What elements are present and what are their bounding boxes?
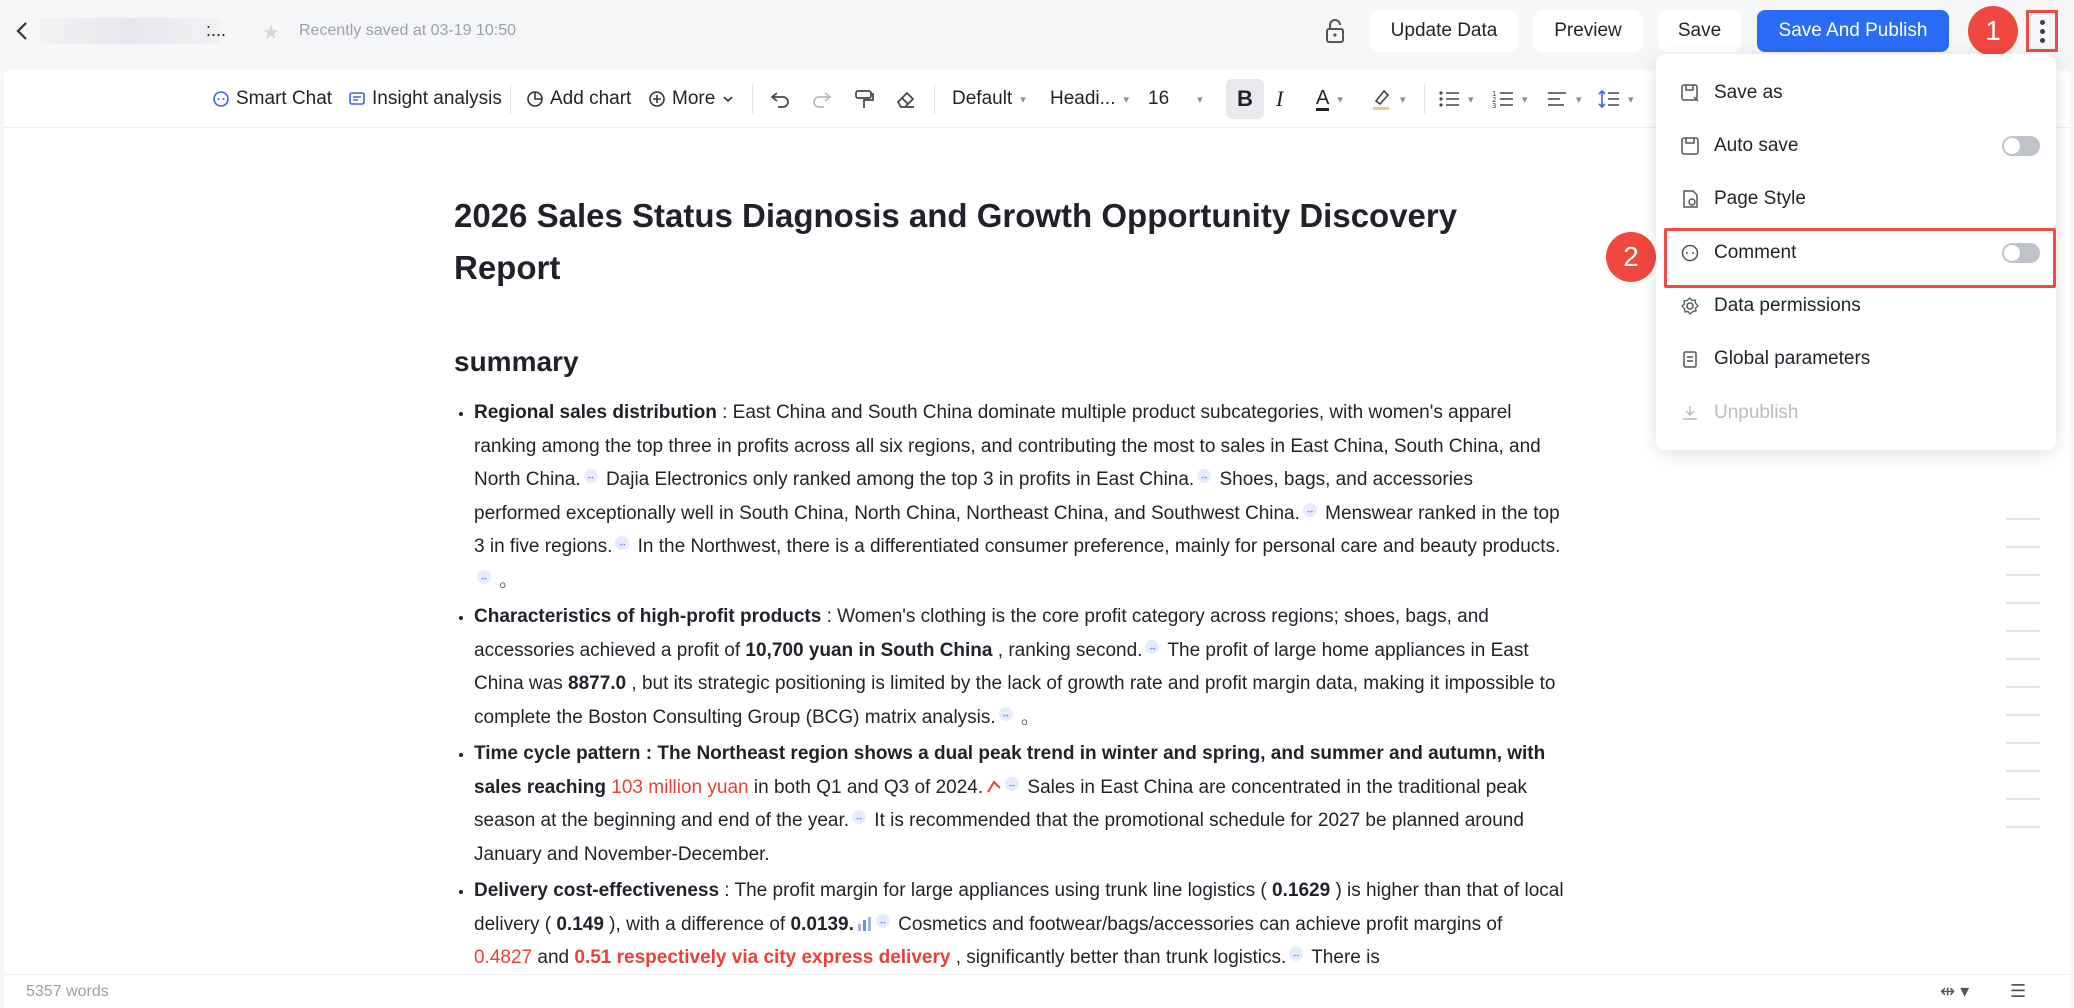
smart-chat-button[interactable]: Smart Chat <box>212 70 332 128</box>
list-item: • Delivery cost-effectiveness : The profit margin for large appliances using trunk line logistics ( 0.1629 ) is higher than that of local delivery ( 0.149 ), with a difference of 0.0139. ↔ Cosmetics and footwear/bags/accessories can achieve profit margins of 0.4827 and 0.51 respectively via city express delivery , significantly better than trunk logistics. ↔ There is <box>474 874 1564 975</box>
insight-icon <box>348 90 366 108</box>
font-size-select[interactable]: 16 ▾ <box>1148 88 1203 109</box>
font-color-icon: A <box>1316 86 1330 109</box>
status-bar <box>4 974 2070 1008</box>
align-button[interactable] <box>1546 70 1582 128</box>
auto-save-toggle[interactable] <box>2002 136 2040 156</box>
caret-down-icon: ▾ <box>1337 93 1343 106</box>
page-width-icon[interactable]: ⇹ ▾ <box>1940 981 1970 1001</box>
clear-format-button[interactable] <box>894 70 918 128</box>
caret-down-icon: ▾ <box>1576 93 1582 106</box>
save-and-publish-button[interactable]: Save And Publish <box>1757 10 1949 52</box>
auto-save-icon <box>1680 136 1700 156</box>
toolbar-divider <box>934 84 935 114</box>
step-marker-1: 1 <box>1968 6 2018 56</box>
caret-down-icon: ▾ <box>1468 93 1474 106</box>
highlight-color-button[interactable] <box>1370 70 1406 128</box>
line-spacing-button[interactable] <box>1598 70 1634 128</box>
caret-down-icon: ▾ <box>1522 93 1528 106</box>
redo-icon <box>810 87 834 111</box>
font-style-select[interactable]: Default ▾ <box>952 88 1026 109</box>
pie-chart-icon <box>526 90 544 108</box>
document-outline-markers[interactable] <box>2006 518 2040 854</box>
bullet-list-icon <box>1438 89 1460 109</box>
align-left-icon <box>1546 89 1568 109</box>
undo-button[interactable] <box>768 70 792 128</box>
chevron-down-icon <box>721 92 735 106</box>
format-painter-icon <box>852 87 876 111</box>
top-bar <box>0 0 2074 62</box>
step-marker-2: 2 <box>1606 232 1656 282</box>
save-button[interactable]: Save <box>1658 10 1741 52</box>
redo-button[interactable] <box>810 70 834 128</box>
toolbar-divider <box>1424 84 1425 114</box>
format-painter-button[interactable] <box>852 70 876 128</box>
list-item: • Regional sales distribution : East China and South China dominate multiple product subcategories, with women's apparel ranking among the top three in profits across all six regions, and contributing the most to sales in East China, South China, and North China. ↔ Dajia Electronics only ranked among the top 3 in profits in East China. ↔ Shoes, bags, and accessories performed exceptionally well in South China, North China, Northeast China, and Southwest China. ↔ Menswear ranked in the top 3 in five regions. ↔ In the Northwest, there is a differentiated consumer preference, mainly for personal care and beauty products.↔ 。 <box>474 396 1564 597</box>
more-insert-button[interactable]: More <box>648 70 735 128</box>
citation-icon[interactable]: ↔ <box>1005 777 1019 791</box>
citation-icon[interactable]: ↔ <box>615 536 629 550</box>
menu-item-save-as[interactable]: Save as <box>1680 76 2040 110</box>
report-title-blurred <box>40 18 220 44</box>
svg-text:3: 3 <box>1492 102 1497 109</box>
page-style-icon <box>1680 189 1700 209</box>
svg-text:2: 2 <box>1492 96 1497 104</box>
heading-select[interactable]: Headi... ▾ <box>1050 88 1130 109</box>
back-arrow-icon[interactable] <box>10 18 36 44</box>
more-options-kebab-icon[interactable] <box>2026 10 2058 52</box>
caret-down-icon: ▾ <box>1197 93 1203 106</box>
caret-down-icon: ▾ <box>1400 93 1406 106</box>
citation-icon[interactable]: ↔ <box>584 469 598 483</box>
document-content <box>454 190 1564 978</box>
insight-analysis-button[interactable]: Insight analysis <box>348 70 502 128</box>
citation-icon[interactable]: ↔ <box>1289 947 1303 961</box>
toolbar-divider <box>752 84 753 114</box>
outline-toggle-icon[interactable]: ☰ <box>2010 981 2027 1001</box>
comment-highlight-box <box>1664 228 2056 288</box>
menu-item-page-style[interactable]: Page Style <box>1680 182 2040 216</box>
list-item: • Time cycle pattern : The Northeast region shows a dual peak trend in winter and spring, and summer and autumn, with sales reaching 103 million yuan in both Q1 and Q3 of 2024. ↔ Sales in East China are concentrated in the traditional peak season at the beginning and end of the year. ↔ It is recommended that the promotional schedule for 2027 be planned around January and November-December. <box>474 737 1564 871</box>
parameters-icon <box>1680 349 1700 369</box>
lock-icon[interactable] <box>1322 17 1348 45</box>
update-data-button[interactable]: Update Data <box>1370 10 1518 52</box>
menu-item-data-permissions[interactable]: Data permissions <box>1680 289 2040 323</box>
caret-down-icon: ▾ <box>1123 93 1130 106</box>
word-count: 5357 words <box>26 983 109 1000</box>
menu-item-global-parameters[interactable]: Global parameters <box>1680 342 2040 376</box>
line-spacing-icon <box>1598 89 1620 109</box>
caret-down-icon: ▾ <box>1020 93 1026 106</box>
gear-icon <box>1680 296 1700 316</box>
bullet-list-button[interactable] <box>1438 70 1474 128</box>
citation-icon[interactable]: ↔ <box>852 810 866 824</box>
font-color-button[interactable] <box>1316 70 1343 128</box>
bold-icon: B <box>1237 86 1253 111</box>
saved-status: Recently saved at 03-19 10:50 <box>299 22 517 39</box>
preview-button[interactable]: Preview <box>1534 10 1642 52</box>
italic-icon: I <box>1276 86 1284 111</box>
italic-button[interactable] <box>1276 70 1283 128</box>
highlighter-icon <box>1370 87 1392 111</box>
citation-icon[interactable]: ↔ <box>876 914 890 928</box>
citation-icon[interactable]: ↔ <box>999 707 1013 721</box>
add-chart-button[interactable]: Add chart <box>526 70 631 128</box>
menu-item-unpublish[interactable]: Unpublish <box>1680 396 2040 430</box>
eraser-icon <box>894 87 918 111</box>
smart-chat-icon <box>212 90 230 108</box>
more-options-menu <box>1656 54 2056 450</box>
menu-item-auto-save[interactable]: Auto save <box>1680 129 2040 163</box>
bold-button[interactable] <box>1226 79 1264 119</box>
toolbar-divider <box>510 84 511 114</box>
menu-item-comment[interactable]: Comment <box>1680 236 2040 270</box>
report-title-suffix: :... <box>206 20 227 40</box>
caret-down-icon: ▾ <box>1628 93 1634 106</box>
list-item: • Characteristics of high-profit products : Women's clothing is the core profit category across regions; shoes, bags, and accessories achieved a profit of 10,700 yuan in South China , ranking second. ↔ The profit of large home appliances in East China was 8877.0 , but its strategic positioning is limited by the lack of growth rate and profit margin data, making it impossible to complete the Boston Consulting Group (BCG) matrix analysis. ↔ 。 <box>474 600 1564 734</box>
mini-bar-chart-icon[interactable] <box>857 916 873 931</box>
citation-icon[interactable]: ↔ <box>1145 640 1159 654</box>
favorite-star-icon[interactable]: ★ <box>262 22 280 44</box>
citation-icon[interactable]: ↔ <box>477 570 491 584</box>
numbered-list-button[interactable] <box>1492 70 1528 128</box>
citation-icon[interactable]: ↔ <box>1303 503 1317 517</box>
summary-bullet-list <box>454 396 1564 975</box>
unpublish-icon <box>1680 403 1700 423</box>
section-heading-summary: summary <box>454 346 579 377</box>
trend-pin-icon[interactable] <box>986 779 1002 794</box>
undo-icon <box>768 87 792 111</box>
save-as-icon <box>1680 83 1700 103</box>
report-title: 2026 Sales Status Diagnosis and Growth Opportunity Discovery Report <box>454 197 1458 286</box>
citation-icon[interactable]: ↔ <box>1197 469 1211 483</box>
plus-circle-icon <box>648 90 666 108</box>
svg-text:1: 1 <box>1492 90 1497 98</box>
numbered-list-icon <box>1492 89 1514 109</box>
